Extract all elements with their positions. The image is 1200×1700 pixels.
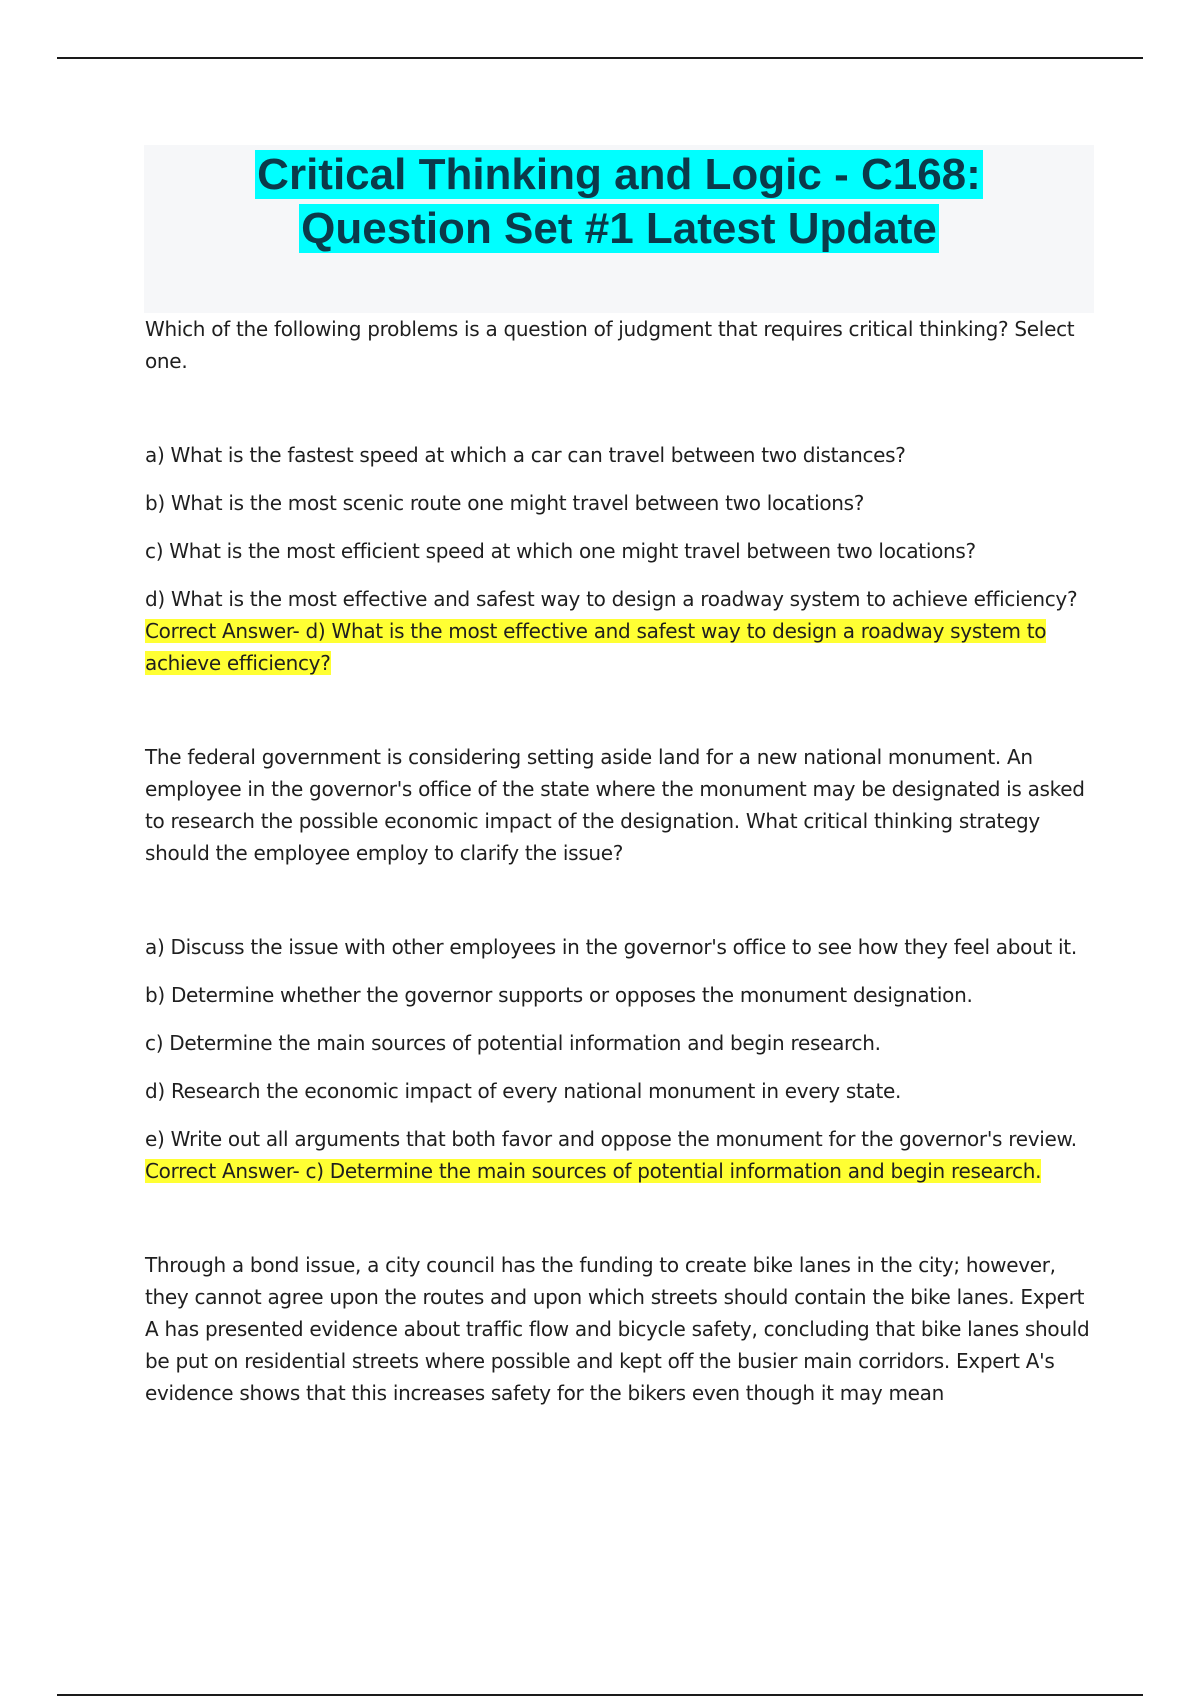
question-2-correct-answer: Correct Answer- c) Determine the main sources of potential information and begin research. [145, 1159, 1042, 1183]
question-1-prompt: Which of the following problems is a question of judgment that requires critical thinking? Select one. [145, 317, 1075, 373]
question-1-option-d: d) What is the most effective and safest way to design a roadway system to achieve efficiency? [145, 587, 1078, 611]
bottom-rule [57, 1694, 1143, 1696]
question-2-option-e: e) Write out all arguments that both favor and oppose the monument for the governor's review. [145, 1127, 1077, 1151]
question-2-option-b: b) Determine whether the governor supports or opposes the monument designation. [145, 983, 973, 1007]
question-1-option-d-with-answer [145, 583, 1095, 679]
question-2-option-a: a) Discuss the issue with other employees in the governor's office to see how they feel about it. [145, 935, 1077, 959]
page-title-line-2: Question Set #1 Latest Update [301, 204, 937, 253]
question-1-option-a: a) What is the fastest speed at which a car can travel between two distances? [145, 443, 906, 467]
question-2-option-d: d) Research the economic impact of every national monument in every state. [145, 1079, 902, 1103]
question-2-prompt: The federal government is considering setting aside land for a new national monument. An employee in the governor's office of the state where the monument may be designated is asked to research the possible economic impact of the designation. What critical thinking strategy should the employee employ to clarify the issue? [145, 745, 1085, 865]
page-title-line-1: Critical Thinking and Logic - C168: [257, 150, 981, 199]
question-3-prompt: Through a bond issue, a city council has the funding to create bike lanes in the city; however, they cannot agree upon the routes and upon which streets should contain the bike lanes. Expert A has presented evidence about traffic flow and bicycle safety, concluding that bike lanes should be put on residential streets where possible and kept off the busier main corridors. Expert A's evidence shows that this increases safety for the bikers even though it may mean [145, 1253, 1090, 1405]
title-block [144, 145, 1094, 313]
document-body [145, 313, 1095, 1409]
question-1-correct-answer: Correct Answer- d) What is the most effective and safest way to design a roadway system to achieve efficiency? [145, 619, 1047, 675]
question-2-option-e-with-answer [145, 1123, 1095, 1187]
question-1-option-b: b) What is the most scenic route one might travel between two locations? [145, 491, 865, 515]
top-rule [57, 57, 1143, 59]
question-1-option-c: c) What is the most efficient speed at which one might travel between two locations? [145, 539, 976, 563]
question-2-option-c: c) Determine the main sources of potential information and begin research. [145, 1031, 881, 1055]
